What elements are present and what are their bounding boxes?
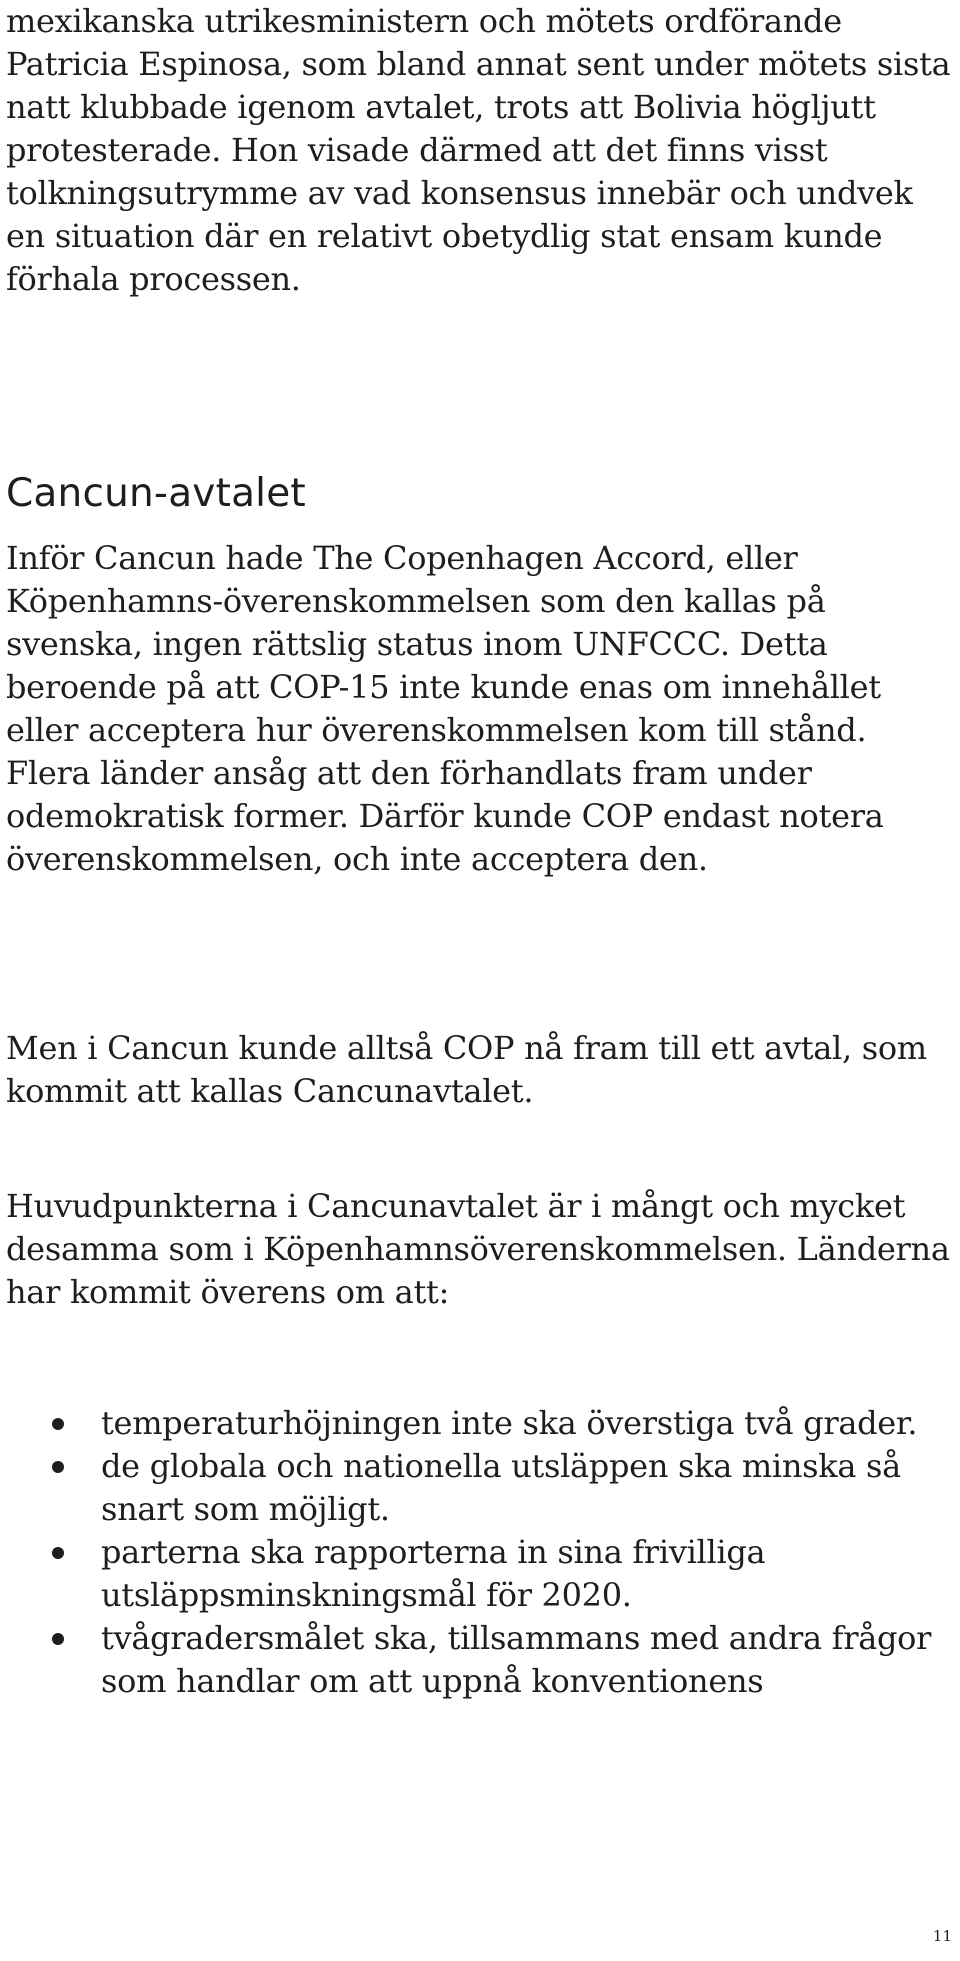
bullet-text: parterna ska rapporterna in sina frivilliga utsläppsminskningsmål för 2020. [101, 1533, 766, 1614]
bullet-item [6, 1531, 956, 1617]
section-heading: Cancun-avtalet [6, 471, 306, 516]
bullet-text: tvågradersmålet ska, tillsammans med andra frågor som handlar om att uppnå konventionens [101, 1619, 932, 1700]
bullet-item [6, 1445, 956, 1531]
body-paragraph-4: Huvudpunkterna i Cancunavtalet är i mångt och mycket desamma som i Köpenhamnsöverenskommelsen. Länderna har kommit överens om att: [6, 1187, 950, 1311]
bullet-item [6, 1617, 956, 1703]
page-number: 11 [932, 1927, 952, 1945]
body-paragraph-3: Men i Cancun kunde alltså COP nå fram till ett avtal, som kommit att kallas Cancunavtalet. [6, 1029, 927, 1110]
body-paragraph-2: Inför Cancun hade The Copenhagen Accord, eller Köpenhamns-överenskommelsen som den kallas på svenska, ingen rättslig status inom UNFCCC. Detta beroende på att COP-15 inte kunde enas om innehållet eller acceptera hur överenskommelsen kom till stånd. Flera länder ansåg att den förhandlats fram under odemokratisk former. Därför kunde COP endast notera överenskommelsen, och inte acceptera den. [6, 539, 884, 878]
bullet-dot-icon [52, 1461, 64, 1473]
bullet-dot-icon [52, 1633, 64, 1645]
bullet-dot-icon [52, 1547, 64, 1559]
bullet-text: temperaturhöjningen inte ska överstiga två grader. [101, 1404, 918, 1442]
bullet-dot-icon [52, 1418, 64, 1430]
body-paragraph-1: mexikanska utrikesministern och mötets ordförande Patricia Espinosa, som bland annat sent under mötets sista natt klubbade igenom avtalet, trots att Bolivia högljutt protesterade. Hon visade därmed att det finns visst tolkningsutrymme av vad konsensus innebär och undvek en situation där en relativt obetydlig stat ensam kunde förhala processen. [6, 2, 951, 298]
bullet-text: de globala och nationella utsläppen ska minska så snart som möjligt. [101, 1447, 901, 1528]
bullet-list [6, 1402, 956, 1703]
bullet-item [6, 1402, 956, 1445]
